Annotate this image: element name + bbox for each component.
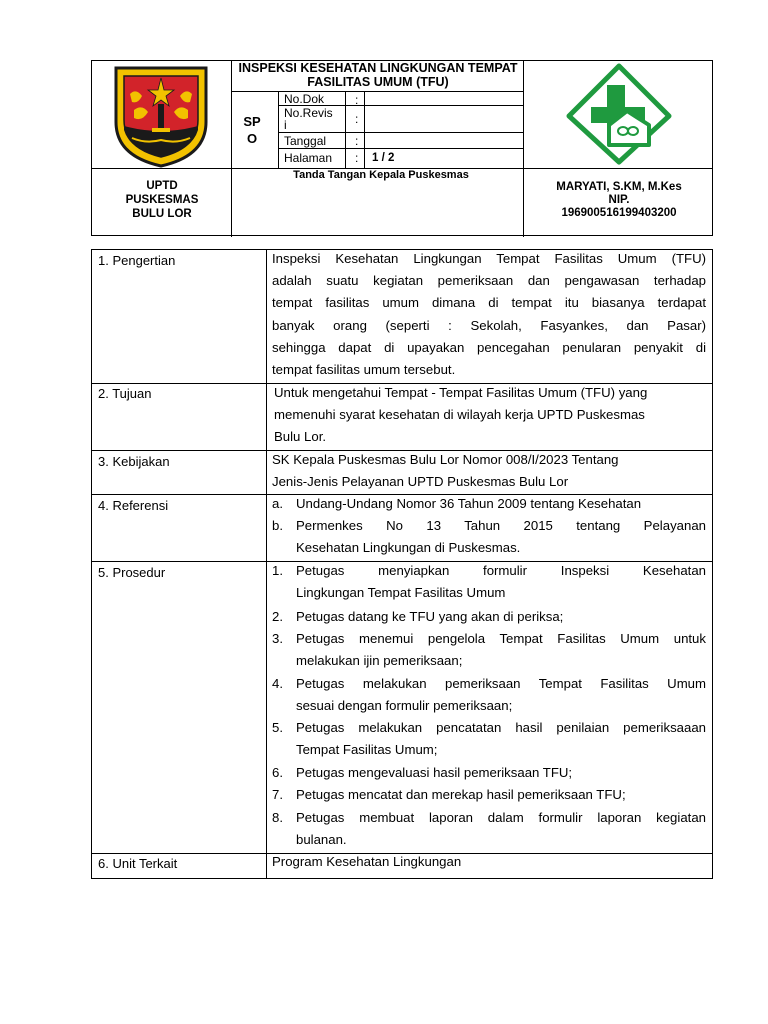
section-label-prosedur: 5. Prosedur [98,565,166,580]
list-marker: b. [272,518,283,533]
section-label-pengertian: 1. Pengertian [98,253,176,268]
list-text: Permenkes No 13 Tahun 2015 tentang Pelayanan [296,518,706,533]
list-marker: 7. [272,787,283,802]
org-line: BULU LOR [132,208,192,220]
text-line: sehingga dapat di upayakan pencegahan penularan penyakit di [272,339,706,355]
text-line: tempat fasilitas umum dimana di tempat itu biasanya terdapat [272,295,706,311]
puskesmas-logo-icon [565,63,673,165]
header-divider [345,91,346,168]
section-body-pengertian [272,248,706,381]
spo-line: O [246,130,258,146]
header-divider [364,91,365,168]
text-line: banyak orang (seperti : Sekolah, Fasyankes, dan Pasar) [272,317,706,333]
field-colon: : [355,93,359,107]
org-line: UPTD [146,180,178,192]
text-line: Untuk mengetahui Tempat - Tempat Fasilitas Umum (TFU) yang [274,385,648,400]
text-line: Program Kesehatan Lingkungan [272,854,462,869]
list-text: Petugas datang ke TFU yang akan di periksa; [296,609,564,624]
header-divider [231,91,523,92]
list-marker: 5. [272,720,283,735]
no-revisi-label-wrap: i [284,118,287,132]
header-divider [278,148,523,149]
header-divider [278,132,523,133]
signer-nip-label: NIP. [608,194,630,206]
signer-name: MARYATI, S.KM, M.Kes [556,181,682,193]
header-table [91,60,713,236]
text-line: Inspeksi Kesehatan Lingkungan Tempat Fasilitas Umum (TFU) [272,251,706,266]
section-label-tujuan: 2. Tujuan [98,386,152,401]
list-marker: 2. [272,609,283,624]
text-line: tempat fasilitas umum tersebut. [272,362,456,378]
text-line: SK Kepala Puskesmas Bulu Lor Nomor 008/I/2023 Tentang [272,452,619,467]
list-text: Tempat Fasilitas Umum; [296,742,438,757]
list-marker: 8. [272,810,283,825]
organization-name [92,179,232,221]
org-line: PUSKESMAS [125,194,199,206]
field-colon: : [355,112,359,126]
section-body-unit-terkait [272,851,706,873]
regional-emblem-icon [112,64,210,168]
tanggal-label: Tanggal [284,134,327,148]
halaman-label: Halaman [284,151,333,165]
list-text: Kesehatan Lingkungan di Puskesmas. [296,540,521,555]
header-divider [278,91,279,168]
list-text: melakukan ijin pemeriksaan; [296,653,463,668]
spo-line: SP [243,113,261,129]
section-label-unit-terkait: 6. Unit Terkait [98,856,178,871]
list-marker: 4. [272,676,283,691]
signer-block [524,181,714,220]
list-text: Petugas menemui pengelola Tempat Fasilitas Umum untuk [296,631,706,646]
text-line: Bulu Lor. [274,429,327,445]
list-text: Petugas mengevaluasi hasil pemeriksaan TFU; [296,765,573,780]
list-marker: 1. [272,563,283,578]
list-marker: 3. [272,631,283,646]
list-text: Lingkungan Tempat Fasilitas Umum [296,585,506,600]
field-colon: : [355,134,359,148]
table-divider [266,250,267,878]
list-marker: 6. [272,765,283,780]
halaman-value: 1 / 2 [372,152,395,164]
procedure-table [91,249,713,879]
list-marker: a. [272,496,283,511]
field-colon: : [355,151,359,165]
list-text: Undang-Undang Nomor 36 Tahun 2009 tentang Kesehatan [296,496,642,511]
text-line: Jenis-Jenis Pelayanan UPTD Puskesmas Bulu Lor [272,474,569,490]
list-text: Petugas melakukan pemeriksaan Tempat Fasilitas Umum [296,676,706,691]
no-revisi-label: No.Revis [284,106,333,120]
section-body-kebijakan [272,449,706,493]
signer-nip: 196900516199403200 [561,207,677,219]
section-label-kebijakan: 3. Kebijakan [98,454,170,469]
document-title: INSPEKSI KESEHATAN LINGKUNGAN TEMPAT FASILITAS UMUM (TFU) [238,61,518,89]
list-text: Petugas melakukan pencatatan hasil penilaian pemeriksaaan [296,720,706,735]
section-body-tujuan [274,382,708,449]
list-text: Petugas membuat laporan dalam formulir laporan kegiatan [296,810,706,825]
section-label-referensi: 4. Referensi [98,498,169,513]
spo-label [232,91,272,168]
signature-caption: Tanda Tangan Kepala Puskesmas [293,169,469,181]
list-text: Petugas mencatat dan merekap hasil pemeriksaan TFU; [296,787,626,802]
text-line: adalah suatu kegiatan pemeriksaan dan pengawasan terhadap [272,273,706,289]
list-text: bulanan. [296,832,347,847]
no-dok-label: No.Dok [284,92,325,106]
text-line: memenuhi syarat kesehatan di wilayah kerja UPTD Puskesmas [274,407,645,423]
list-text: sesuai dengan formulir pemeriksaan; [296,698,513,713]
list-text: Petugas menyiapkan formulir Inspeksi Kesehatan [296,563,706,578]
